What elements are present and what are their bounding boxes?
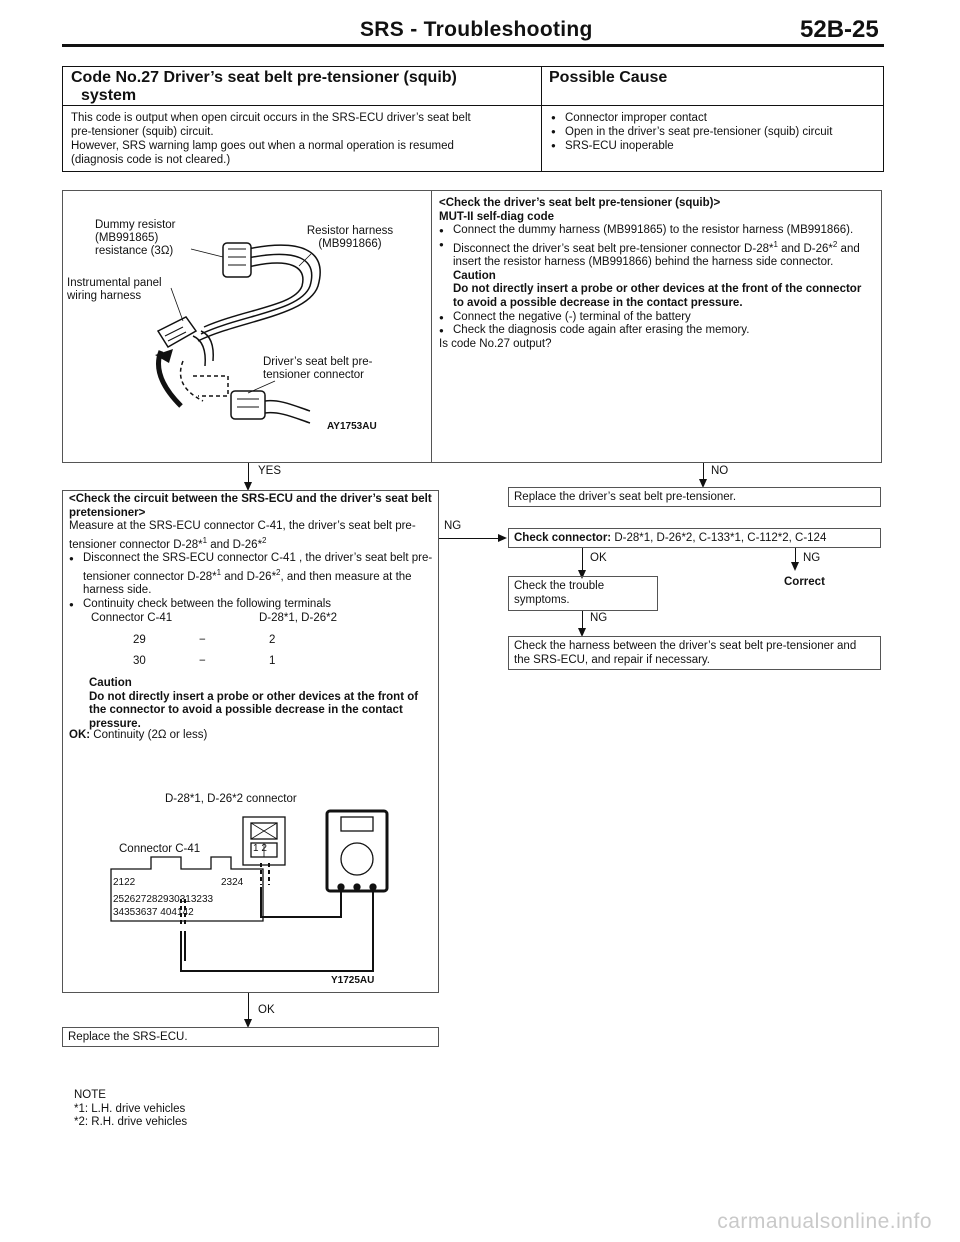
flow-no: NO <box>711 465 729 477</box>
replace-ecu-box: Replace the SRS-ECU. <box>62 1027 439 1047</box>
flow-ng-3: NG <box>590 612 608 624</box>
row2-b: 1 <box>269 655 276 667</box>
continuity-figure <box>63 491 440 994</box>
c41-pins-row1: 2122 <box>113 877 136 888</box>
step1-text: <Check the driver’s seat belt pre-tensioner (squib)> MUT-II self-diag code ● Connect the dummy harness (MB991865) to the resistor harness (MB991866). ● Disconnect the driver’s seat belt pre-tensioner connector D-28*$^1$ and D-26*$^2$ and insert the resistor harness (MB991866) behind the harness side connector. Caution Do not directly insert a probe or other devices at the front of the connector to avoid a possible decrease in the contact pressure. ● Connect the negative (-) terminal of the battery ● Check the diagnosis code again after erasing the memory. Is code No.27 output? <box>439 197 875 351</box>
row2-dash: − <box>199 655 206 667</box>
code-title: Code No.27 Driver’s seat belt pre-tensioner (squib) system <box>71 69 457 104</box>
check-connector-box: Check connector: D-28*1, D-26*2, C-133*1, C-112*2, C-124 <box>508 528 881 548</box>
flow-ng-1: NG <box>444 520 462 532</box>
cause-list: ● Connector improper contact ● Open in the driver’s seat pre-tensioner (squib) circuit ● SRS-ECU inoperable <box>551 111 871 153</box>
step2-ok: OK: Continuity (2Ω or less) <box>69 729 208 741</box>
watermark: carmanualsonline.info <box>717 1210 932 1233</box>
d-pins: 1 2 <box>253 843 267 854</box>
step1-box <box>62 190 882 463</box>
row1-b: 2 <box>269 634 276 646</box>
c41-pins-row2: 252627282930313233 <box>113 894 214 905</box>
note: NOTE *1: L.H. drive vehicles *2: R.H. drive vehicles <box>74 1089 188 1129</box>
label-d-connector: D-28*1, D-26*2 connector <box>165 793 297 805</box>
label-c41: Connector C-41 <box>119 843 201 855</box>
check-trouble-box: Check the trouble symptoms. <box>508 576 658 611</box>
label-dummy-resistor: Dummy resistor (MB991865) resistance (3Ω) <box>95 219 176 257</box>
row1-a: 29 <box>133 634 146 646</box>
table-col2: D-28*1, D-26*2 <box>259 612 337 624</box>
table-col1: Connector C-41 <box>91 612 173 624</box>
flow-ok-1: OK <box>590 552 607 564</box>
label-resistor-harness: Resistor harness (MB991866) <box>306 225 394 250</box>
label-instrument-panel: Instrumental panel wiring harness <box>67 277 162 302</box>
correct-label: Correct <box>784 576 825 588</box>
flow-yes: YES <box>258 465 282 477</box>
step2-box <box>62 490 439 993</box>
row1-dash: − <box>199 634 206 646</box>
check-harness-box: Check the harness between the driver’s seat belt pre-tensioner and the SRS-ECU, and repair if necessary. <box>508 636 881 670</box>
c41-pins-row3: 34353637 404142 <box>113 907 194 918</box>
page-title: SRS - Troubleshooting <box>360 18 593 41</box>
step2-caution: Caution Do not directly insert a probe or other devices at the front of the connector to avoid a possible decrease in the contact pressure. <box>89 677 419 730</box>
page-number: 52B-25 <box>800 16 879 43</box>
flow-ok-2: OK <box>258 1004 275 1016</box>
cause-title: Possible Cause <box>549 69 668 86</box>
step2-text: <Check the circuit between the SRS-ECU and the driver’s seat belt pretensioner> Measure at the SRS-ECU connector C-41, the driver’s seat belt pre-tensioner connector D-28*$^1$ and D-26*$^2$ ● Disconnect the SRS-ECU connector C-41 , the driver’s seat belt pre-tensioner connector D-28*$^1$ and D-26*$^2$, and then measure at the harness side. ● Continuity check between the following terminals <box>69 493 433 611</box>
label-pretensioner-connector: Driver’s seat belt pre-tensioner connector <box>263 356 373 381</box>
code-description: This code is output when open circuit occurs in the SRS-ECU driver’s seat belt pre-tensioner (squib) circuit. However, SRS warning lamp goes out when a normal operation is resumed (diagnosis code is not cleared.) <box>71 112 471 166</box>
c41-pins-row1b: 2324 <box>221 877 244 888</box>
row2-a: 30 <box>133 655 146 667</box>
figure-code: AY1753AU <box>327 421 377 432</box>
figure2-code: Y1725AU <box>331 975 375 986</box>
replace-pretensioner-box: Replace the driver’s seat belt pre-tensioner. <box>508 487 881 507</box>
code-table <box>62 66 884 172</box>
header-rule <box>62 44 884 47</box>
flow-ng-2: NG <box>803 552 821 564</box>
